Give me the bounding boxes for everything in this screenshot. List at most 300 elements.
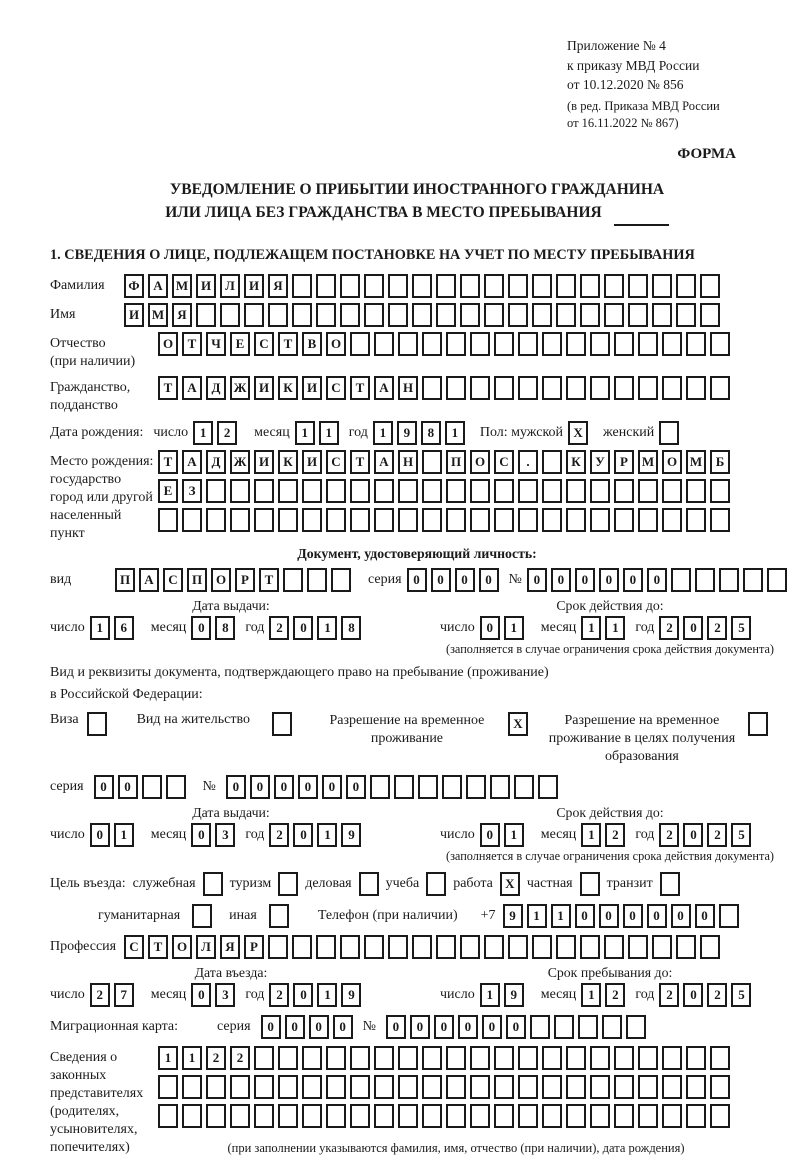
char-box[interactable] (542, 1104, 562, 1128)
char-box[interactable] (542, 332, 562, 356)
char-box[interactable] (700, 935, 720, 959)
char-box[interactable]: X (500, 872, 520, 896)
char-box[interactable] (652, 935, 672, 959)
char-box[interactable]: 3 (215, 823, 235, 847)
char-box[interactable] (220, 303, 240, 327)
char-box[interactable] (566, 479, 586, 503)
char-box[interactable]: 1 (158, 1046, 178, 1070)
char-box[interactable] (436, 935, 456, 959)
char-box[interactable]: 0 (683, 823, 703, 847)
char-box[interactable]: Л (196, 935, 216, 959)
char-box[interactable] (244, 303, 264, 327)
char-box[interactable]: О (470, 450, 490, 474)
char-box[interactable] (398, 332, 418, 356)
char-box[interactable]: 0 (480, 616, 500, 640)
char-box[interactable] (350, 332, 370, 356)
char-box[interactable] (254, 508, 274, 532)
char-box[interactable] (530, 1015, 550, 1039)
char-box[interactable]: 0 (575, 568, 595, 592)
char-box[interactable] (340, 274, 360, 298)
char-box[interactable] (566, 1104, 586, 1128)
char-box[interactable]: 0 (431, 568, 451, 592)
char-box[interactable] (470, 1046, 490, 1070)
char-box[interactable]: А (139, 568, 159, 592)
char-box[interactable] (662, 1104, 682, 1128)
char-box[interactable] (710, 376, 730, 400)
char-box[interactable]: Т (148, 935, 168, 959)
char-box[interactable] (302, 508, 322, 532)
char-box[interactable] (662, 376, 682, 400)
char-box[interactable]: 8 (215, 616, 235, 640)
char-box[interactable] (326, 1075, 346, 1099)
char-box[interactable] (158, 508, 178, 532)
char-box[interactable] (412, 935, 432, 959)
char-box[interactable] (628, 935, 648, 959)
char-box[interactable]: 2 (659, 616, 679, 640)
char-box[interactable] (374, 508, 394, 532)
char-box[interactable] (398, 1046, 418, 1070)
char-box[interactable]: 2 (605, 823, 625, 847)
char-box[interactable] (556, 935, 576, 959)
char-box[interactable]: И (196, 274, 216, 298)
char-box[interactable]: 2 (230, 1046, 250, 1070)
char-box[interactable] (638, 1046, 658, 1070)
char-box[interactable] (470, 508, 490, 532)
char-box[interactable]: 5 (731, 983, 751, 1007)
char-box[interactable] (580, 935, 600, 959)
char-box[interactable]: Л (220, 274, 240, 298)
char-box[interactable]: 1 (317, 616, 337, 640)
char-box[interactable] (158, 1104, 178, 1128)
char-box[interactable] (614, 332, 634, 356)
char-box[interactable] (686, 508, 706, 532)
char-box[interactable] (686, 1075, 706, 1099)
char-box[interactable] (326, 1104, 346, 1128)
char-box[interactable] (686, 479, 706, 503)
char-box[interactable]: К (566, 450, 586, 474)
char-box[interactable]: 1 (319, 421, 339, 445)
char-box[interactable] (394, 775, 414, 799)
char-box[interactable] (278, 872, 298, 896)
char-box[interactable]: А (374, 376, 394, 400)
char-box[interactable]: 0 (90, 823, 110, 847)
char-box[interactable] (494, 508, 514, 532)
char-box[interactable]: 0 (118, 775, 138, 799)
char-box[interactable]: К (278, 450, 298, 474)
char-box[interactable] (484, 935, 504, 959)
char-box[interactable] (542, 1075, 562, 1099)
char-box[interactable] (494, 376, 514, 400)
char-box[interactable] (578, 1015, 598, 1039)
char-box[interactable] (470, 1104, 490, 1128)
char-box[interactable] (268, 303, 288, 327)
char-box[interactable] (662, 332, 682, 356)
char-box[interactable]: С (494, 450, 514, 474)
char-box[interactable]: 1 (581, 823, 601, 847)
char-box[interactable] (166, 775, 186, 799)
char-box[interactable] (350, 479, 370, 503)
char-box[interactable]: 7 (114, 983, 134, 1007)
char-box[interactable]: Я (220, 935, 240, 959)
char-box[interactable]: О (326, 332, 346, 356)
char-box[interactable] (398, 508, 418, 532)
char-box[interactable] (302, 1046, 322, 1070)
char-box[interactable] (278, 1075, 298, 1099)
char-box[interactable] (302, 479, 322, 503)
char-box[interactable]: Р (244, 935, 264, 959)
char-box[interactable]: 0 (671, 904, 691, 928)
char-box[interactable] (470, 332, 490, 356)
char-box[interactable] (638, 376, 658, 400)
char-box[interactable] (580, 872, 600, 896)
char-box[interactable]: И (244, 274, 264, 298)
char-box[interactable] (566, 332, 586, 356)
char-box[interactable] (614, 479, 634, 503)
char-box[interactable] (370, 775, 390, 799)
char-box[interactable]: 1 (445, 421, 465, 445)
char-box[interactable] (422, 376, 442, 400)
char-box[interactable]: Т (158, 450, 178, 474)
char-box[interactable] (556, 274, 576, 298)
char-box[interactable] (374, 479, 394, 503)
char-box[interactable]: 0 (599, 904, 619, 928)
char-box[interactable] (554, 1015, 574, 1039)
char-box[interactable]: И (302, 450, 322, 474)
char-box[interactable] (566, 376, 586, 400)
char-box[interactable] (446, 1104, 466, 1128)
char-box[interactable] (470, 1075, 490, 1099)
char-box[interactable] (340, 303, 360, 327)
char-box[interactable]: 0 (647, 568, 667, 592)
char-box[interactable] (302, 1104, 322, 1128)
char-box[interactable] (460, 303, 480, 327)
char-box[interactable] (514, 775, 534, 799)
char-box[interactable]: 0 (191, 823, 211, 847)
char-box[interactable]: 0 (346, 775, 366, 799)
char-box[interactable]: Я (268, 274, 288, 298)
char-box[interactable] (364, 935, 384, 959)
char-box[interactable] (436, 274, 456, 298)
char-box[interactable] (446, 479, 466, 503)
char-box[interactable]: 1 (295, 421, 315, 445)
char-box[interactable]: 9 (397, 421, 417, 445)
char-box[interactable]: 8 (421, 421, 441, 445)
char-box[interactable] (710, 508, 730, 532)
char-box[interactable]: 1 (480, 983, 500, 1007)
char-box[interactable] (446, 508, 466, 532)
char-box[interactable] (676, 303, 696, 327)
char-box[interactable] (192, 904, 212, 928)
char-box[interactable]: 1 (581, 616, 601, 640)
char-box[interactable]: 6 (114, 616, 134, 640)
char-box[interactable] (710, 1046, 730, 1070)
char-box[interactable] (331, 568, 351, 592)
char-box[interactable]: Д (206, 376, 226, 400)
char-box[interactable] (203, 872, 223, 896)
char-box[interactable] (490, 775, 510, 799)
char-box[interactable]: 2 (707, 616, 727, 640)
char-box[interactable] (743, 568, 763, 592)
char-box[interactable] (182, 508, 202, 532)
char-box[interactable]: П (446, 450, 466, 474)
char-box[interactable] (662, 479, 682, 503)
char-box[interactable]: М (148, 303, 168, 327)
char-box[interactable] (230, 508, 250, 532)
char-box[interactable]: 1 (182, 1046, 202, 1070)
char-box[interactable] (418, 775, 438, 799)
char-box[interactable] (719, 568, 739, 592)
char-box[interactable] (182, 1075, 202, 1099)
char-box[interactable] (614, 1046, 634, 1070)
char-box[interactable] (292, 303, 312, 327)
char-box[interactable]: 1 (193, 421, 213, 445)
char-box[interactable] (374, 1104, 394, 1128)
char-box[interactable]: Т (158, 376, 178, 400)
char-box[interactable] (350, 1075, 370, 1099)
char-box[interactable]: 0 (479, 568, 499, 592)
char-box[interactable]: Т (278, 332, 298, 356)
char-box[interactable]: О (211, 568, 231, 592)
char-box[interactable] (278, 508, 298, 532)
char-box[interactable] (422, 332, 442, 356)
char-box[interactable]: Д (206, 450, 226, 474)
char-box[interactable]: Н (398, 376, 418, 400)
char-box[interactable] (590, 332, 610, 356)
char-box[interactable] (590, 508, 610, 532)
char-box[interactable] (686, 376, 706, 400)
char-box[interactable] (470, 479, 490, 503)
char-box[interactable] (518, 1104, 538, 1128)
char-box[interactable] (422, 1075, 442, 1099)
char-box[interactable] (326, 479, 346, 503)
char-box[interactable] (686, 1046, 706, 1070)
char-box[interactable] (518, 1046, 538, 1070)
char-box[interactable] (508, 935, 528, 959)
char-box[interactable] (686, 332, 706, 356)
char-box[interactable]: 5 (731, 823, 751, 847)
char-box[interactable]: 9 (503, 904, 523, 928)
char-box[interactable]: 1 (90, 616, 110, 640)
char-box[interactable] (442, 775, 462, 799)
char-box[interactable]: 1 (373, 421, 393, 445)
char-box[interactable]: Р (235, 568, 255, 592)
char-box[interactable] (388, 935, 408, 959)
char-box[interactable]: И (302, 376, 322, 400)
char-box[interactable]: 1 (317, 983, 337, 1007)
char-box[interactable]: 9 (341, 983, 361, 1007)
char-box[interactable]: Ж (230, 376, 250, 400)
char-box[interactable]: Ф (124, 274, 144, 298)
char-box[interactable] (254, 1104, 274, 1128)
char-box[interactable] (484, 303, 504, 327)
char-box[interactable]: X (508, 712, 528, 736)
char-box[interactable] (614, 508, 634, 532)
char-box[interactable]: Е (158, 479, 178, 503)
char-box[interactable]: 3 (215, 983, 235, 1007)
char-box[interactable] (326, 1046, 346, 1070)
char-box[interactable] (206, 1075, 226, 1099)
char-box[interactable] (626, 1015, 646, 1039)
char-box[interactable] (87, 712, 107, 736)
char-box[interactable] (676, 274, 696, 298)
char-box[interactable] (748, 712, 768, 736)
char-box[interactable] (710, 332, 730, 356)
char-box[interactable]: Т (259, 568, 279, 592)
char-box[interactable] (556, 303, 576, 327)
char-box[interactable]: С (254, 332, 274, 356)
char-box[interactable] (269, 904, 289, 928)
char-box[interactable] (532, 303, 552, 327)
char-box[interactable] (206, 479, 226, 503)
char-box[interactable] (590, 1104, 610, 1128)
char-box[interactable]: 0 (94, 775, 114, 799)
char-box[interactable] (254, 479, 274, 503)
char-box[interactable] (398, 1075, 418, 1099)
char-box[interactable]: . (518, 450, 538, 474)
char-box[interactable] (494, 332, 514, 356)
char-box[interactable]: С (163, 568, 183, 592)
char-box[interactable]: 1 (527, 904, 547, 928)
char-box[interactable]: 0 (482, 1015, 502, 1039)
char-box[interactable] (676, 935, 696, 959)
char-box[interactable] (638, 1075, 658, 1099)
char-box[interactable]: 0 (333, 1015, 353, 1039)
char-box[interactable]: 1 (551, 904, 571, 928)
char-box[interactable]: М (686, 450, 706, 474)
char-box[interactable]: 2 (269, 616, 289, 640)
char-box[interactable] (518, 376, 538, 400)
char-box[interactable]: 1 (504, 823, 524, 847)
char-box[interactable] (659, 421, 679, 445)
char-box[interactable] (350, 508, 370, 532)
char-box[interactable] (326, 508, 346, 532)
char-box[interactable] (254, 1075, 274, 1099)
char-box[interactable] (278, 1046, 298, 1070)
char-box[interactable] (542, 508, 562, 532)
char-box[interactable]: 2 (707, 983, 727, 1007)
char-box[interactable]: С (326, 450, 346, 474)
char-box[interactable] (446, 376, 466, 400)
char-box[interactable]: О (172, 935, 192, 959)
char-box[interactable]: П (115, 568, 135, 592)
char-box[interactable]: М (172, 274, 192, 298)
char-box[interactable]: 1 (114, 823, 134, 847)
char-box[interactable] (508, 274, 528, 298)
char-box[interactable] (422, 1104, 442, 1128)
char-box[interactable]: О (662, 450, 682, 474)
char-box[interactable] (388, 303, 408, 327)
char-box[interactable]: 1 (317, 823, 337, 847)
char-box[interactable]: 0 (285, 1015, 305, 1039)
char-box[interactable] (422, 479, 442, 503)
char-box[interactable] (767, 568, 787, 592)
char-box[interactable] (652, 303, 672, 327)
char-box[interactable] (700, 303, 720, 327)
char-box[interactable] (652, 274, 672, 298)
char-box[interactable] (494, 479, 514, 503)
char-box[interactable] (638, 332, 658, 356)
char-box[interactable] (350, 1046, 370, 1070)
char-box[interactable]: 0 (293, 823, 313, 847)
char-box[interactable] (518, 479, 538, 503)
char-box[interactable] (628, 303, 648, 327)
char-box[interactable]: Я (172, 303, 192, 327)
char-box[interactable]: Т (350, 450, 370, 474)
char-box[interactable] (278, 479, 298, 503)
char-box[interactable]: А (374, 450, 394, 474)
char-box[interactable]: 0 (599, 568, 619, 592)
char-box[interactable] (364, 274, 384, 298)
char-box[interactable] (466, 775, 486, 799)
char-box[interactable]: 0 (434, 1015, 454, 1039)
char-box[interactable]: 0 (458, 1015, 478, 1039)
char-box[interactable]: 0 (261, 1015, 281, 1039)
char-box[interactable]: 0 (647, 904, 667, 928)
char-box[interactable]: 2 (206, 1046, 226, 1070)
char-box[interactable]: 0 (293, 983, 313, 1007)
char-box[interactable]: Н (398, 450, 418, 474)
char-box[interactable] (604, 274, 624, 298)
char-box[interactable]: 2 (659, 823, 679, 847)
char-box[interactable]: Е (230, 332, 250, 356)
char-box[interactable]: 1 (504, 616, 524, 640)
char-box[interactable] (662, 508, 682, 532)
char-box[interactable] (508, 303, 528, 327)
char-box[interactable] (374, 1075, 394, 1099)
char-box[interactable]: 0 (551, 568, 571, 592)
char-box[interactable]: А (148, 274, 168, 298)
char-box[interactable] (566, 1075, 586, 1099)
char-box[interactable]: 0 (309, 1015, 329, 1039)
char-box[interactable]: 0 (480, 823, 500, 847)
char-box[interactable] (686, 1104, 706, 1128)
char-box[interactable] (671, 568, 691, 592)
char-box[interactable]: 0 (322, 775, 342, 799)
char-box[interactable] (695, 568, 715, 592)
char-box[interactable] (302, 1075, 322, 1099)
char-box[interactable] (316, 274, 336, 298)
char-box[interactable] (614, 1104, 634, 1128)
char-box[interactable] (374, 332, 394, 356)
char-box[interactable] (660, 872, 680, 896)
char-box[interactable] (182, 1104, 202, 1128)
char-box[interactable]: 0 (386, 1015, 406, 1039)
char-box[interactable] (602, 1015, 622, 1039)
char-box[interactable]: X (568, 421, 588, 445)
char-box[interactable] (542, 1046, 562, 1070)
char-box[interactable]: М (638, 450, 658, 474)
char-box[interactable] (538, 775, 558, 799)
char-box[interactable]: 0 (293, 616, 313, 640)
char-box[interactable]: 5 (731, 616, 751, 640)
char-box[interactable]: И (254, 450, 274, 474)
char-box[interactable]: 0 (575, 904, 595, 928)
char-box[interactable] (638, 1104, 658, 1128)
char-box[interactable] (412, 303, 432, 327)
char-box[interactable] (307, 568, 327, 592)
char-box[interactable] (518, 332, 538, 356)
char-box[interactable]: 0 (298, 775, 318, 799)
char-box[interactable]: 2 (269, 983, 289, 1007)
char-box[interactable]: О (158, 332, 178, 356)
char-box[interactable]: З (182, 479, 202, 503)
char-box[interactable] (398, 479, 418, 503)
char-box[interactable] (614, 376, 634, 400)
char-box[interactable] (374, 1046, 394, 1070)
char-box[interactable] (422, 508, 442, 532)
char-box[interactable]: 2 (605, 983, 625, 1007)
char-box[interactable] (316, 935, 336, 959)
